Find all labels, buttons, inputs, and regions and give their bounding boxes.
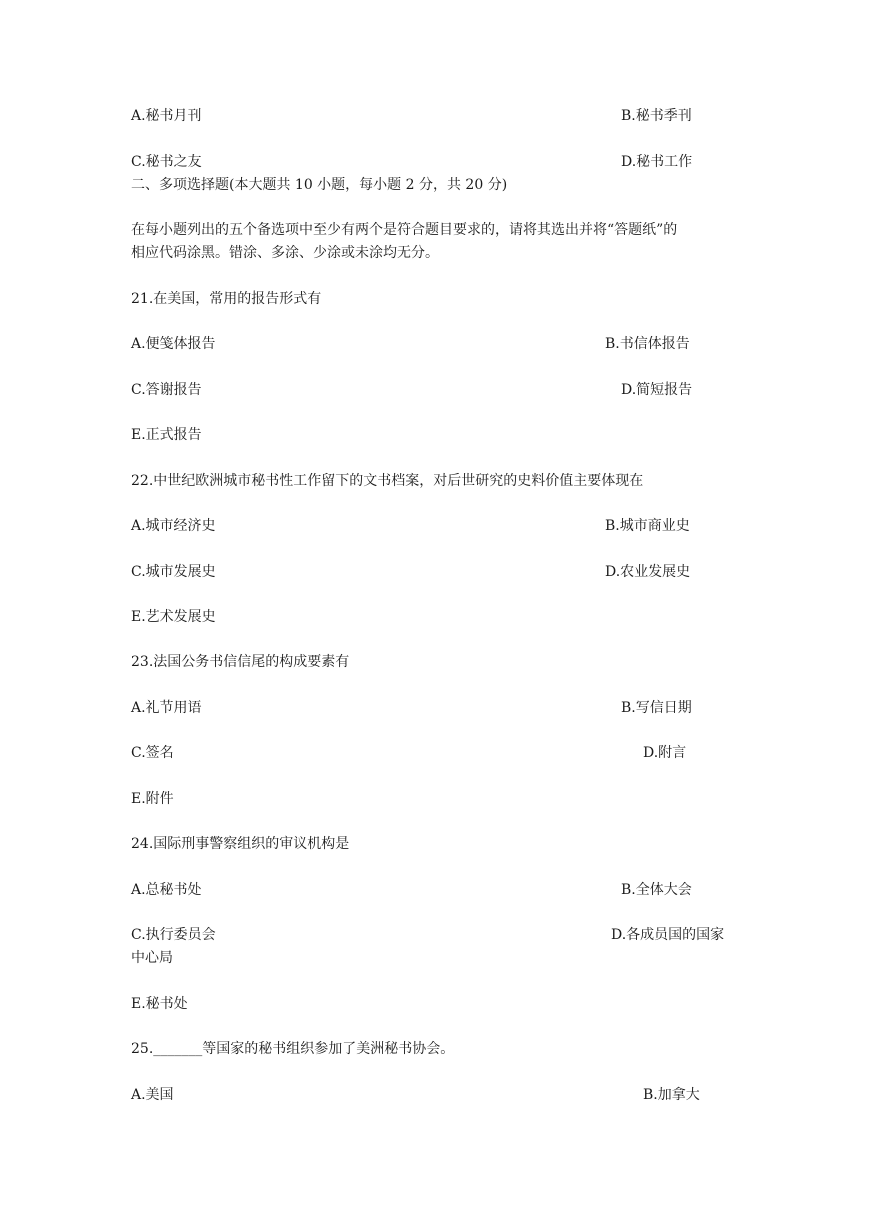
q20-option-c: C.秘书之友 [131, 154, 202, 170]
question-25-stem: 25._______等国家的秘书组织参加了美洲秘书协会。 [131, 1041, 455, 1057]
q22-option-d: D.农业发展史 [605, 564, 691, 580]
q21-option-e: E.正式报告 [131, 427, 202, 443]
section-heading: 二、多项选择题(本大题共 10 小题，每小题 2 分，共 20 分) [131, 177, 508, 193]
section-instruction-cont: 相应代码涂黑。错涂、多涂、少涂或未涂均无分。 [131, 245, 439, 261]
q22-option-b: B.城市商业史 [605, 518, 690, 534]
q24-option-c: C.执行委员会 [131, 927, 216, 943]
question-23-stem: 23.法国公务书信信尾的构成要素有 [131, 654, 350, 670]
q22-option-a: A.城市经济史 [131, 518, 216, 534]
q21-option-b: B.书信体报告 [605, 336, 690, 352]
q21-option-a: A.便笺体报告 [131, 336, 216, 352]
q21-option-c: C.答谢报告 [131, 382, 202, 398]
q24-option-d: D.各成员国的国家 [611, 927, 725, 943]
section-instruction: 在每小题列出的五个备选项中至少有两个是符合题目要求的，请将其选出并将“答题纸”的 [131, 222, 678, 238]
q22-option-c: C.城市发展史 [131, 564, 216, 580]
q21-option-d: D.简短报告 [621, 382, 693, 398]
q24-option-a: A.总秘书处 [131, 882, 202, 898]
q23-option-a: A.礼节用语 [131, 700, 202, 716]
q22-option-e: E.艺术发展史 [131, 609, 216, 625]
question-22-stem: 22.中世纪欧洲城市秘书性工作留下的文书档案，对后世研究的史料价值主要体现在 [131, 473, 644, 489]
q23-option-e: E.附件 [131, 791, 174, 807]
q25-option-a: A.美国 [131, 1087, 174, 1103]
q20-option-d: D.秘书工作 [621, 154, 693, 170]
q24-option-b: B.全体大会 [621, 882, 692, 898]
q23-option-b: B.写信日期 [621, 700, 692, 716]
q23-option-c: C.签名 [131, 745, 174, 761]
q25-option-b: B.加拿大 [643, 1087, 700, 1103]
q24-option-d-continued: 中心局 [131, 950, 173, 966]
q23-option-d: D.附言 [643, 745, 687, 761]
q20-option-a: A.秘书月刊 [131, 108, 202, 124]
q24-option-e: E.秘书处 [131, 996, 188, 1012]
q20-option-b: B.秘书季刊 [621, 108, 692, 124]
question-21-stem: 21.在美国，常用的报告形式有 [131, 291, 322, 307]
question-24-stem: 24.国际刑事警察组织的审议机构是 [131, 836, 350, 852]
